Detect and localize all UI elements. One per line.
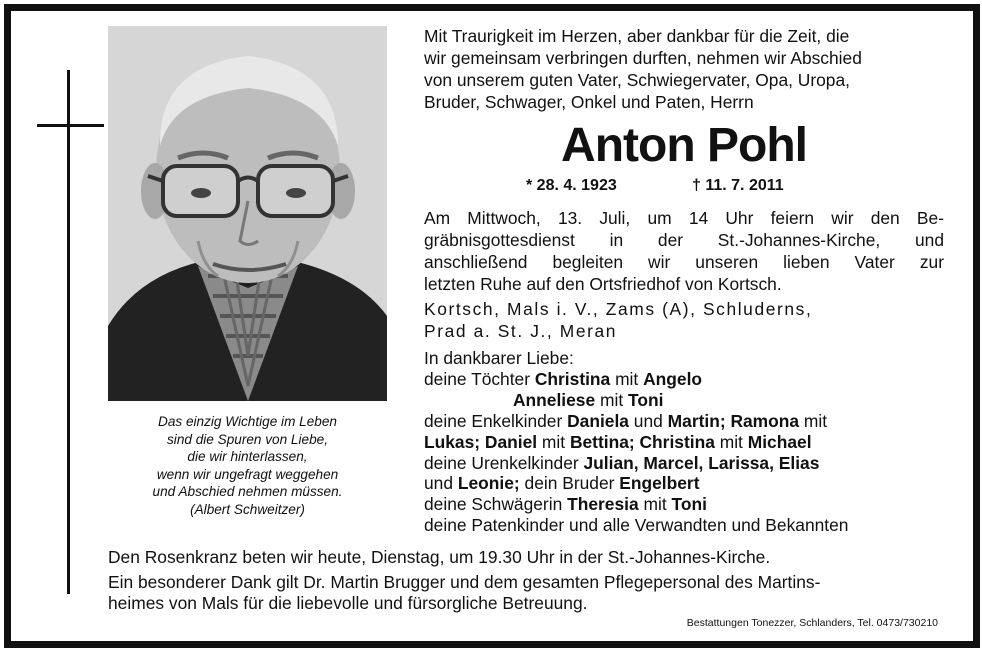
partner-name: Angelo (643, 368, 703, 389)
great-grandchildren-line-2 (424, 473, 964, 494)
godchildren-line: deine Patenkinder und alle Verwandten und Bekannten (424, 515, 849, 536)
text: mit (537, 431, 570, 452)
great-grandchild-name: Leonie; (457, 473, 520, 494)
partner-name: Toni (671, 494, 707, 515)
intro-line: von unserem guten Vater, Schwiegervater, Opa, Uropa, (424, 70, 850, 90)
grandchildren-line (424, 411, 964, 432)
cross-icon-vertical (67, 70, 70, 594)
portrait-photo (108, 26, 387, 401)
grandchild-name: Michael (747, 431, 812, 452)
great-grandchildren-line (424, 453, 964, 474)
text: deine Urenkelkinder (424, 452, 584, 473)
text: und (628, 410, 668, 431)
text: mit (595, 389, 629, 410)
text: mit (714, 431, 748, 452)
funeral-line: Am Mittwoch, 13. Juli, um 14 Uhr feiern wir den Be- (424, 208, 944, 228)
places (424, 298, 944, 342)
quote-author: (Albert Schweitzer) (190, 501, 305, 517)
rosary-text: Den Rosenkranz beten wir heute, Dienstag, um 19.30 Uhr in der St.-Johannes-Kirche. (108, 547, 771, 567)
thanks-text (108, 572, 948, 614)
sister-in-law-name: Theresia (567, 494, 639, 515)
text: mit (610, 368, 644, 389)
grandchild-name: Daniela (567, 410, 629, 431)
text: mit (799, 410, 828, 431)
intro-line: Mit Traurigkeit im Herzen, aber dankbar für die Zeit, die (424, 26, 850, 46)
death-date: † 11. 7. 2011 (692, 177, 784, 194)
thanks-line: heimes von Mals für die liebevolle und fürsorgliche Betreuung. (108, 593, 588, 613)
brother-name: Engelbert (619, 473, 700, 494)
funeral-line: letzten Ruhe auf den Ortsfriedhof von Kortsch. (424, 274, 782, 294)
cross-icon-horizontal (37, 124, 104, 127)
text: deine Schwägerin (424, 494, 568, 515)
grandchild-name: Lukas; Daniel (424, 431, 538, 452)
text: mit (638, 494, 672, 515)
funeral-line: anschließend begleiten wir unseren lieben Vater zur (424, 252, 944, 272)
intro-text (424, 25, 944, 113)
thanks-line: Ein besonderer Dank gilt Dr. Martin Brugger und dem gesamten Pflegepersonal des Martins- (108, 572, 821, 592)
funeral-text (424, 207, 944, 295)
text: dein Bruder (519, 473, 620, 494)
portrait-illustration (108, 26, 387, 401)
daughter-name: Anneliese (513, 389, 596, 410)
quote-line: wenn wir ungefragt weggehen (156, 466, 339, 482)
daughter-name: Christina (534, 368, 611, 389)
text: deine Töchter (424, 368, 535, 389)
quote-line: sind die Spuren von Liebe, (167, 431, 328, 447)
quote-line: die wir hinterlassen, (187, 449, 308, 464)
undertaker-credit: Bestattungen Tonezzer, Schlanders, Tel. 0473/730210 (686, 617, 938, 629)
places-line: Prad a. St. J., Meran (424, 321, 618, 341)
daughters-line-2 (424, 390, 964, 411)
intro-line: Bruder, Schwager, Onkel und Paten, Herrn (424, 92, 754, 112)
grandchild-name: Bettina; Christina (569, 431, 715, 452)
birth-date: * 28. 4. 1923 (526, 177, 617, 194)
grandchild-name: Martin; Ramona (667, 410, 800, 431)
intro-line: wir gemeinsam verbringen durften, nehmen wir Abschied (424, 48, 862, 68)
quote-line: Das einzig Wichtige im Leben (158, 414, 337, 429)
quote-line: und Abschied nehmen müssen. (152, 484, 343, 499)
partner-name: Toni (628, 389, 664, 410)
funeral-line: gräbnisgottesdienst in der St.-Johannes-Kirche, und (424, 230, 944, 250)
deceased-name: Anton Pohl (561, 119, 807, 172)
great-grandchild-names: Julian, Marcel, Larissa, Elias (583, 452, 820, 473)
mourners-list (424, 348, 964, 536)
mourners-heading: In dankbarer Liebe: (424, 348, 574, 368)
daughters-line (424, 369, 964, 390)
grandchildren-line-2 (424, 432, 964, 453)
places-line: Kortsch, Mals i. V., Zams (A), Schluderns, (424, 299, 813, 319)
text: und (424, 473, 458, 494)
quote (108, 413, 387, 518)
sister-in-law-line (424, 494, 964, 515)
text: deine Enkelkinder (424, 410, 568, 431)
